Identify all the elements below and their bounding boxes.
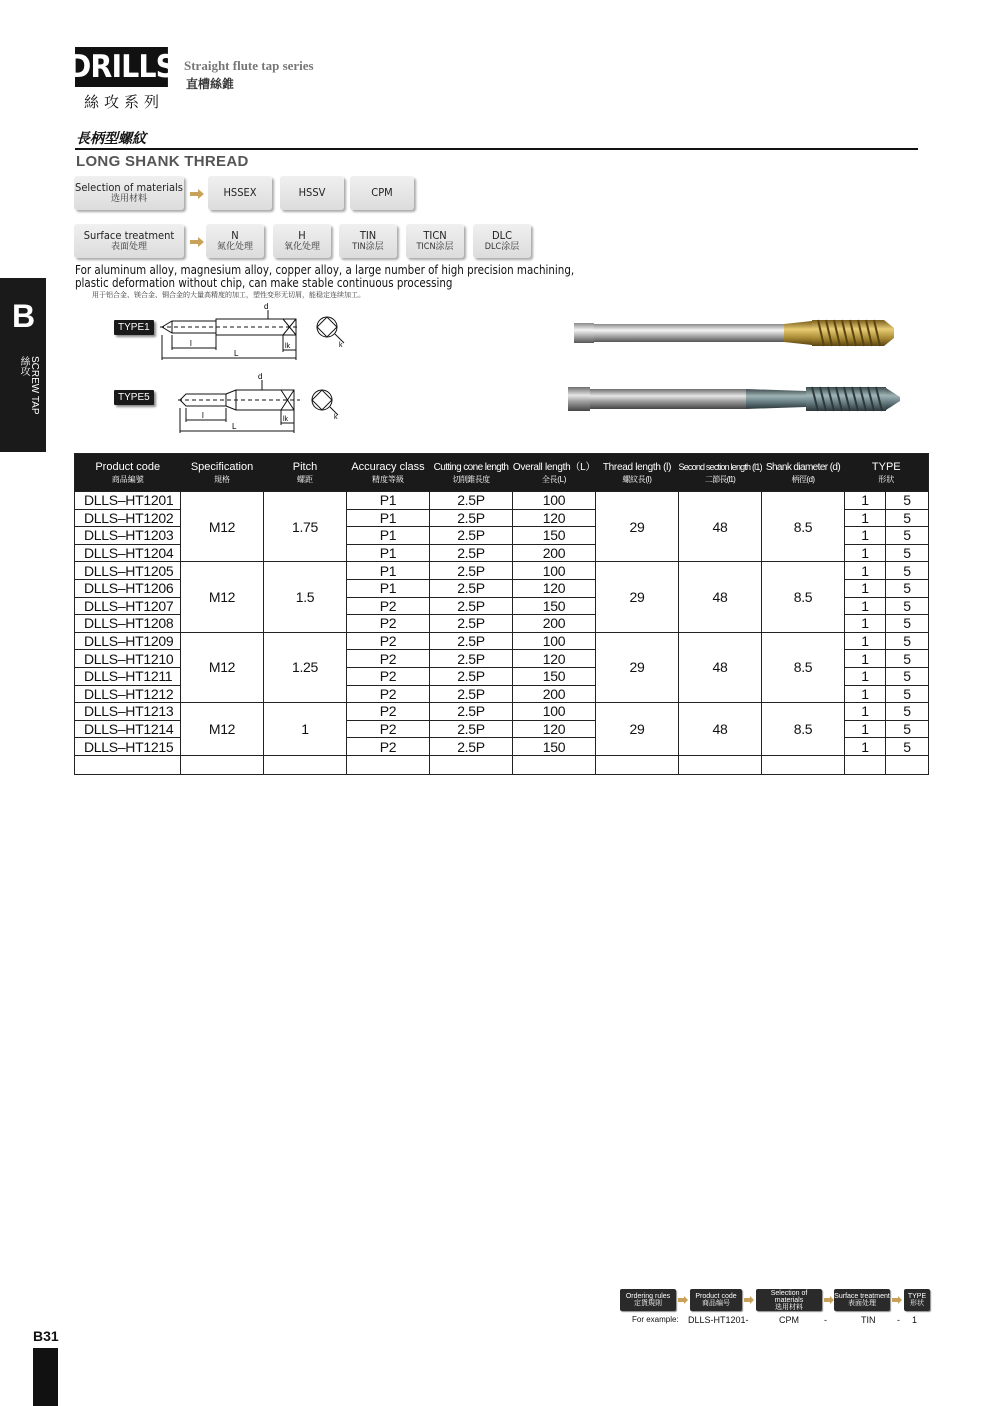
type-cell: 5 [886,562,929,580]
material-option-label: HSSV [298,186,326,199]
pitch-cell: 1.75 [264,492,347,562]
accuracy-cell: P2 [347,667,430,685]
empty-cell [762,755,845,774]
product-code-cell: DLLS–HT1214 [75,720,181,738]
product-code-cell: DLLS–HT1211 [75,667,181,685]
arrow-right-icon [190,237,204,247]
ordering-materials-box: Selection of materials 选用材料 [756,1289,822,1311]
series-title-cn: 直槽絲錐 [186,77,235,91]
type-cell: 5 [886,579,929,597]
section-title-en: LONG SHANK THREAD [76,153,249,170]
table-row [75,492,929,510]
type-cell: 5 [886,720,929,738]
col-header-overall-length: Overall length（L） 全長(L) [513,454,596,492]
materials-label: Selection of materials [75,181,183,194]
accuracy-cell: P1 [347,562,430,580]
surface-label-cn: 表面处理 [110,242,147,252]
cutting-cone-cell: 2.5P [430,579,513,597]
thread-length-cell: 29 [596,703,679,756]
diagram-label-d: d [258,372,263,381]
example-surface: TIN [861,1315,876,1325]
side-tab-en: SCREW TAP [29,356,40,415]
col-header-second-length: Second section length (l1) 二節長(l1) [679,454,762,492]
pitch-cell: 1.25 [264,632,347,702]
product-code-cell: DLLS–HT1202 [75,509,181,527]
cutting-cone-cell: 2.5P [430,562,513,580]
specification-cell: M12 [181,703,264,756]
overall-length-cell: 100 [513,632,596,650]
product-code-cell: DLLS–HT1212 [75,685,181,703]
overall-length-cell: 120 [513,509,596,527]
surface-option-ticn[interactable] [406,224,464,258]
empty-cell [845,755,886,774]
overall-length-cell: 150 [513,597,596,615]
type-cell: 1 [845,667,886,685]
type-cell: 5 [886,527,929,545]
empty-cell [75,755,181,774]
overall-length-cell: 200 [513,615,596,633]
diagram-label-l: l [202,411,204,420]
surface-option-code: TIN [359,229,377,242]
arrow-right-icon [678,1296,688,1304]
product-code-cell: DLLS–HT1208 [75,615,181,633]
surface-option-code: TICN [423,229,447,242]
type-cell: 5 [886,615,929,633]
type-cell: 1 [845,632,886,650]
material-option-label: CPM [371,186,393,199]
cutting-cone-cell: 2.5P [430,720,513,738]
type-cell: 1 [845,562,886,580]
specification-cell: M12 [181,492,264,562]
overall-length-cell: 200 [513,685,596,703]
type-cell: 1 [845,685,886,703]
type-cell: 5 [886,738,929,756]
arrow-right-icon [190,189,204,199]
empty-cell [886,755,929,774]
product-code-cell: DLLS–HT1215 [75,738,181,756]
type-cell: 1 [845,738,886,756]
diagram-label-l: l [190,339,192,348]
thread-length-cell: 29 [596,562,679,632]
empty-cell [513,755,596,774]
table-row [75,703,929,721]
surface-option-cn: DLC涂层 [484,242,520,252]
table-row [75,632,929,650]
diagram-label-lk: lk [283,416,289,423]
accuracy-cell: P1 [347,509,430,527]
spec-table [74,453,929,775]
materials-label-cn: 选用材料 [110,194,147,204]
accuracy-cell: P2 [347,615,430,633]
surface-option-code: H [298,229,306,242]
type5-diagram [178,370,358,436]
col-header-cutting-cone: Cutting cone length 切削錐長度 [430,454,513,492]
ordering-surface-box: Surface treatment 表面处理 [834,1289,890,1311]
product-code-cell: DLLS–HT1206 [75,579,181,597]
type-cell: 1 [845,579,886,597]
diagram-label-k: k [339,342,343,349]
example-type: 1 [912,1315,918,1325]
overall-length-cell: 100 [513,562,596,580]
cutting-cone-cell: 2.5P [430,509,513,527]
description-line2: plastic deformation without chip, can make stable continuous processing [75,276,453,290]
type-cell: 1 [845,703,886,721]
thread-length-cell: 29 [596,492,679,562]
shank-diameter-cell: 8.5 [762,632,845,702]
table-row [75,562,929,580]
col-header-thread-length: Thread length (l) 螺紋長(l) [596,454,679,492]
col-header-pitch: Pitch 螺距 [264,454,347,492]
surface-option-cn: TIN涂层 [352,242,384,252]
empty-cell [347,755,430,774]
logo-cn-subtitle: 絲攻系列 [84,93,165,111]
diagram-label-d: d [264,302,269,311]
cutting-cone-cell: 2.5P [430,544,513,562]
accuracy-cell: P1 [347,527,430,545]
cutting-cone-cell: 2.5P [430,738,513,756]
type-cell: 1 [845,597,886,615]
arrow-right-icon [892,1296,902,1304]
cutting-cone-cell: 2.5P [430,632,513,650]
specification-cell: M12 [181,562,264,632]
series-title-en: Straight flute tap series [184,58,314,73]
arrow-right-icon [824,1296,834,1304]
product-code-cell: DLLS–HT1203 [75,527,181,545]
surface-option-tin[interactable] [339,224,397,258]
col-header-accuracy: Accuracy class 精度等級 [347,454,430,492]
example-product-code: DLLS-HT1201- [688,1315,749,1325]
tap-photo-tin [572,316,898,350]
type-cell: 1 [845,527,886,545]
product-code-cell: DLLS–HT1209 [75,632,181,650]
shank-diameter-cell: 8.5 [762,703,845,756]
shank-diameter-cell: 8.5 [762,492,845,562]
product-code-cell: DLLS–HT1205 [75,562,181,580]
second-length-cell: 48 [679,703,762,756]
empty-cell [596,755,679,774]
empty-cell [264,755,347,774]
page-number: B31 [33,1328,59,1344]
type-cell: 5 [886,703,929,721]
product-code-cell: DLLS–HT1207 [75,597,181,615]
product-code-cell: DLLS–HT1210 [75,650,181,668]
overall-length-cell: 150 [513,527,596,545]
col-header-type: TYPE 形狀 [845,454,929,492]
surface-option-n[interactable] [206,224,264,258]
type-cell: 1 [845,544,886,562]
specification-cell: M12 [181,632,264,702]
surface-label: Surface treatment [83,229,175,242]
material-option-label: HSSEX [223,186,257,199]
second-length-cell: 48 [679,562,762,632]
cutting-cone-cell: 2.5P [430,492,513,510]
surface-label-button [74,224,184,258]
accuracy-cell: P2 [347,720,430,738]
cutting-cone-cell: 2.5P [430,597,513,615]
arrow-right-icon [744,1296,754,1304]
page-bar [33,1348,58,1406]
type-cell: 5 [886,492,929,510]
overall-length-cell: 120 [513,579,596,597]
overall-length-cell: 200 [513,544,596,562]
overall-length-cell: 100 [513,492,596,510]
product-code-cell: DLLS–HT1201 [75,492,181,510]
overall-length-cell: 150 [513,738,596,756]
type-cell: 5 [886,509,929,527]
description-line1: For aluminum alloy, magnesium alloy, copper alloy, a large number of high precision machining, [75,263,575,277]
side-tab-cn: 絲攻 [18,356,29,376]
cutting-cone-cell: 2.5P [430,703,513,721]
type-cell: 5 [886,597,929,615]
example-dash: - [897,1315,900,1325]
cutting-cone-cell: 2.5P [430,650,513,668]
product-code-cell: DLLS–HT1213 [75,703,181,721]
diagram-label-lk: lk [285,343,291,350]
type1-diagram [160,300,360,362]
accuracy-cell: P2 [347,703,430,721]
type5-label: TYPE5 [114,390,154,405]
second-length-cell: 48 [679,492,762,562]
diagram-label-L: L [232,422,237,431]
surface-option-cn: TICN涂层 [416,242,454,252]
cutting-cone-cell: 2.5P [430,527,513,545]
type-cell: 1 [845,509,886,527]
surface-option-cn: 氮化处理 [216,242,253,252]
col-header-specification: Specification 規格 [181,454,264,492]
thread-length-cell: 29 [596,632,679,702]
accuracy-cell: P2 [347,632,430,650]
side-tab-text [18,356,40,415]
type-cell: 5 [886,632,929,650]
type-cell: 1 [845,650,886,668]
overall-length-cell: 120 [513,650,596,668]
diagram-label-k: k [334,414,338,421]
overall-length-cell: 150 [513,667,596,685]
cutting-cone-cell: 2.5P [430,667,513,685]
surface-option-code: DLC [491,229,513,242]
type-cell: 5 [886,685,929,703]
material-option-hssv[interactable] [280,176,344,210]
ordering-type-box: TYPE 形状 [904,1289,930,1311]
overall-length-cell: 100 [513,703,596,721]
section-divider [75,148,918,150]
surface-option-code: N [231,229,239,242]
example-dash: - [824,1315,827,1325]
side-tab [0,278,46,452]
pitch-cell: 1 [264,703,347,756]
example-label: For example: [632,1315,679,1324]
table-row-empty [75,755,929,774]
accuracy-cell: P2 [347,597,430,615]
table-header-row [75,454,929,492]
drills-logo: DRILLS [67,49,176,85]
side-tab-letter: B [12,298,36,334]
type1-label: TYPE1 [114,320,154,335]
empty-cell [679,755,762,774]
materials-label-button [74,176,184,210]
accuracy-cell: P2 [347,738,430,756]
overall-length-cell: 120 [513,720,596,738]
ordering-product-code-box: Product code 商品编号 [690,1289,742,1311]
cutting-cone-cell: 2.5P [430,615,513,633]
type-cell: 5 [886,650,929,668]
accuracy-cell: P1 [347,492,430,510]
material-option-hssex[interactable] [208,176,272,210]
empty-cell [181,755,264,774]
tap-photo-dlc [566,384,902,414]
material-option-cpm[interactable] [350,176,414,210]
accuracy-cell: P2 [347,685,430,703]
surface-option-h[interactable] [273,224,331,258]
type-cell: 5 [886,667,929,685]
accuracy-cell: P1 [347,544,430,562]
col-header-shank-diameter: Shank diameter (d) 柄徑(d) [762,454,845,492]
cutting-cone-cell: 2.5P [430,685,513,703]
surface-option-dlc[interactable] [473,224,531,258]
accuracy-cell: P2 [347,650,430,668]
section-title-cn: 長柄型螺紋 [76,131,146,147]
second-length-cell: 48 [679,632,762,702]
ordering-rules-box: Ordering rules 定貨規則 [620,1289,676,1311]
type-cell: 1 [845,615,886,633]
accuracy-cell: P1 [347,579,430,597]
pitch-cell: 1.5 [264,562,347,632]
type-cell: 1 [845,720,886,738]
col-header-product-code: Product code 商品編號 [75,454,181,492]
diagram-label-L: L [234,349,239,358]
product-code-cell: DLLS–HT1204 [75,544,181,562]
description [75,264,574,290]
type-cell: 1 [845,492,886,510]
type-cell: 5 [886,544,929,562]
example-material: CPM [779,1315,799,1325]
table-body [75,492,929,775]
empty-cell [430,755,513,774]
description-cn: 用于铝合金、镁合金、铜合金的大量高精度的加工，塑性变形无切屑，能稳定连续加工。 [92,291,365,299]
surface-option-cn: 氧化处理 [283,242,320,252]
shank-diameter-cell: 8.5 [762,562,845,632]
